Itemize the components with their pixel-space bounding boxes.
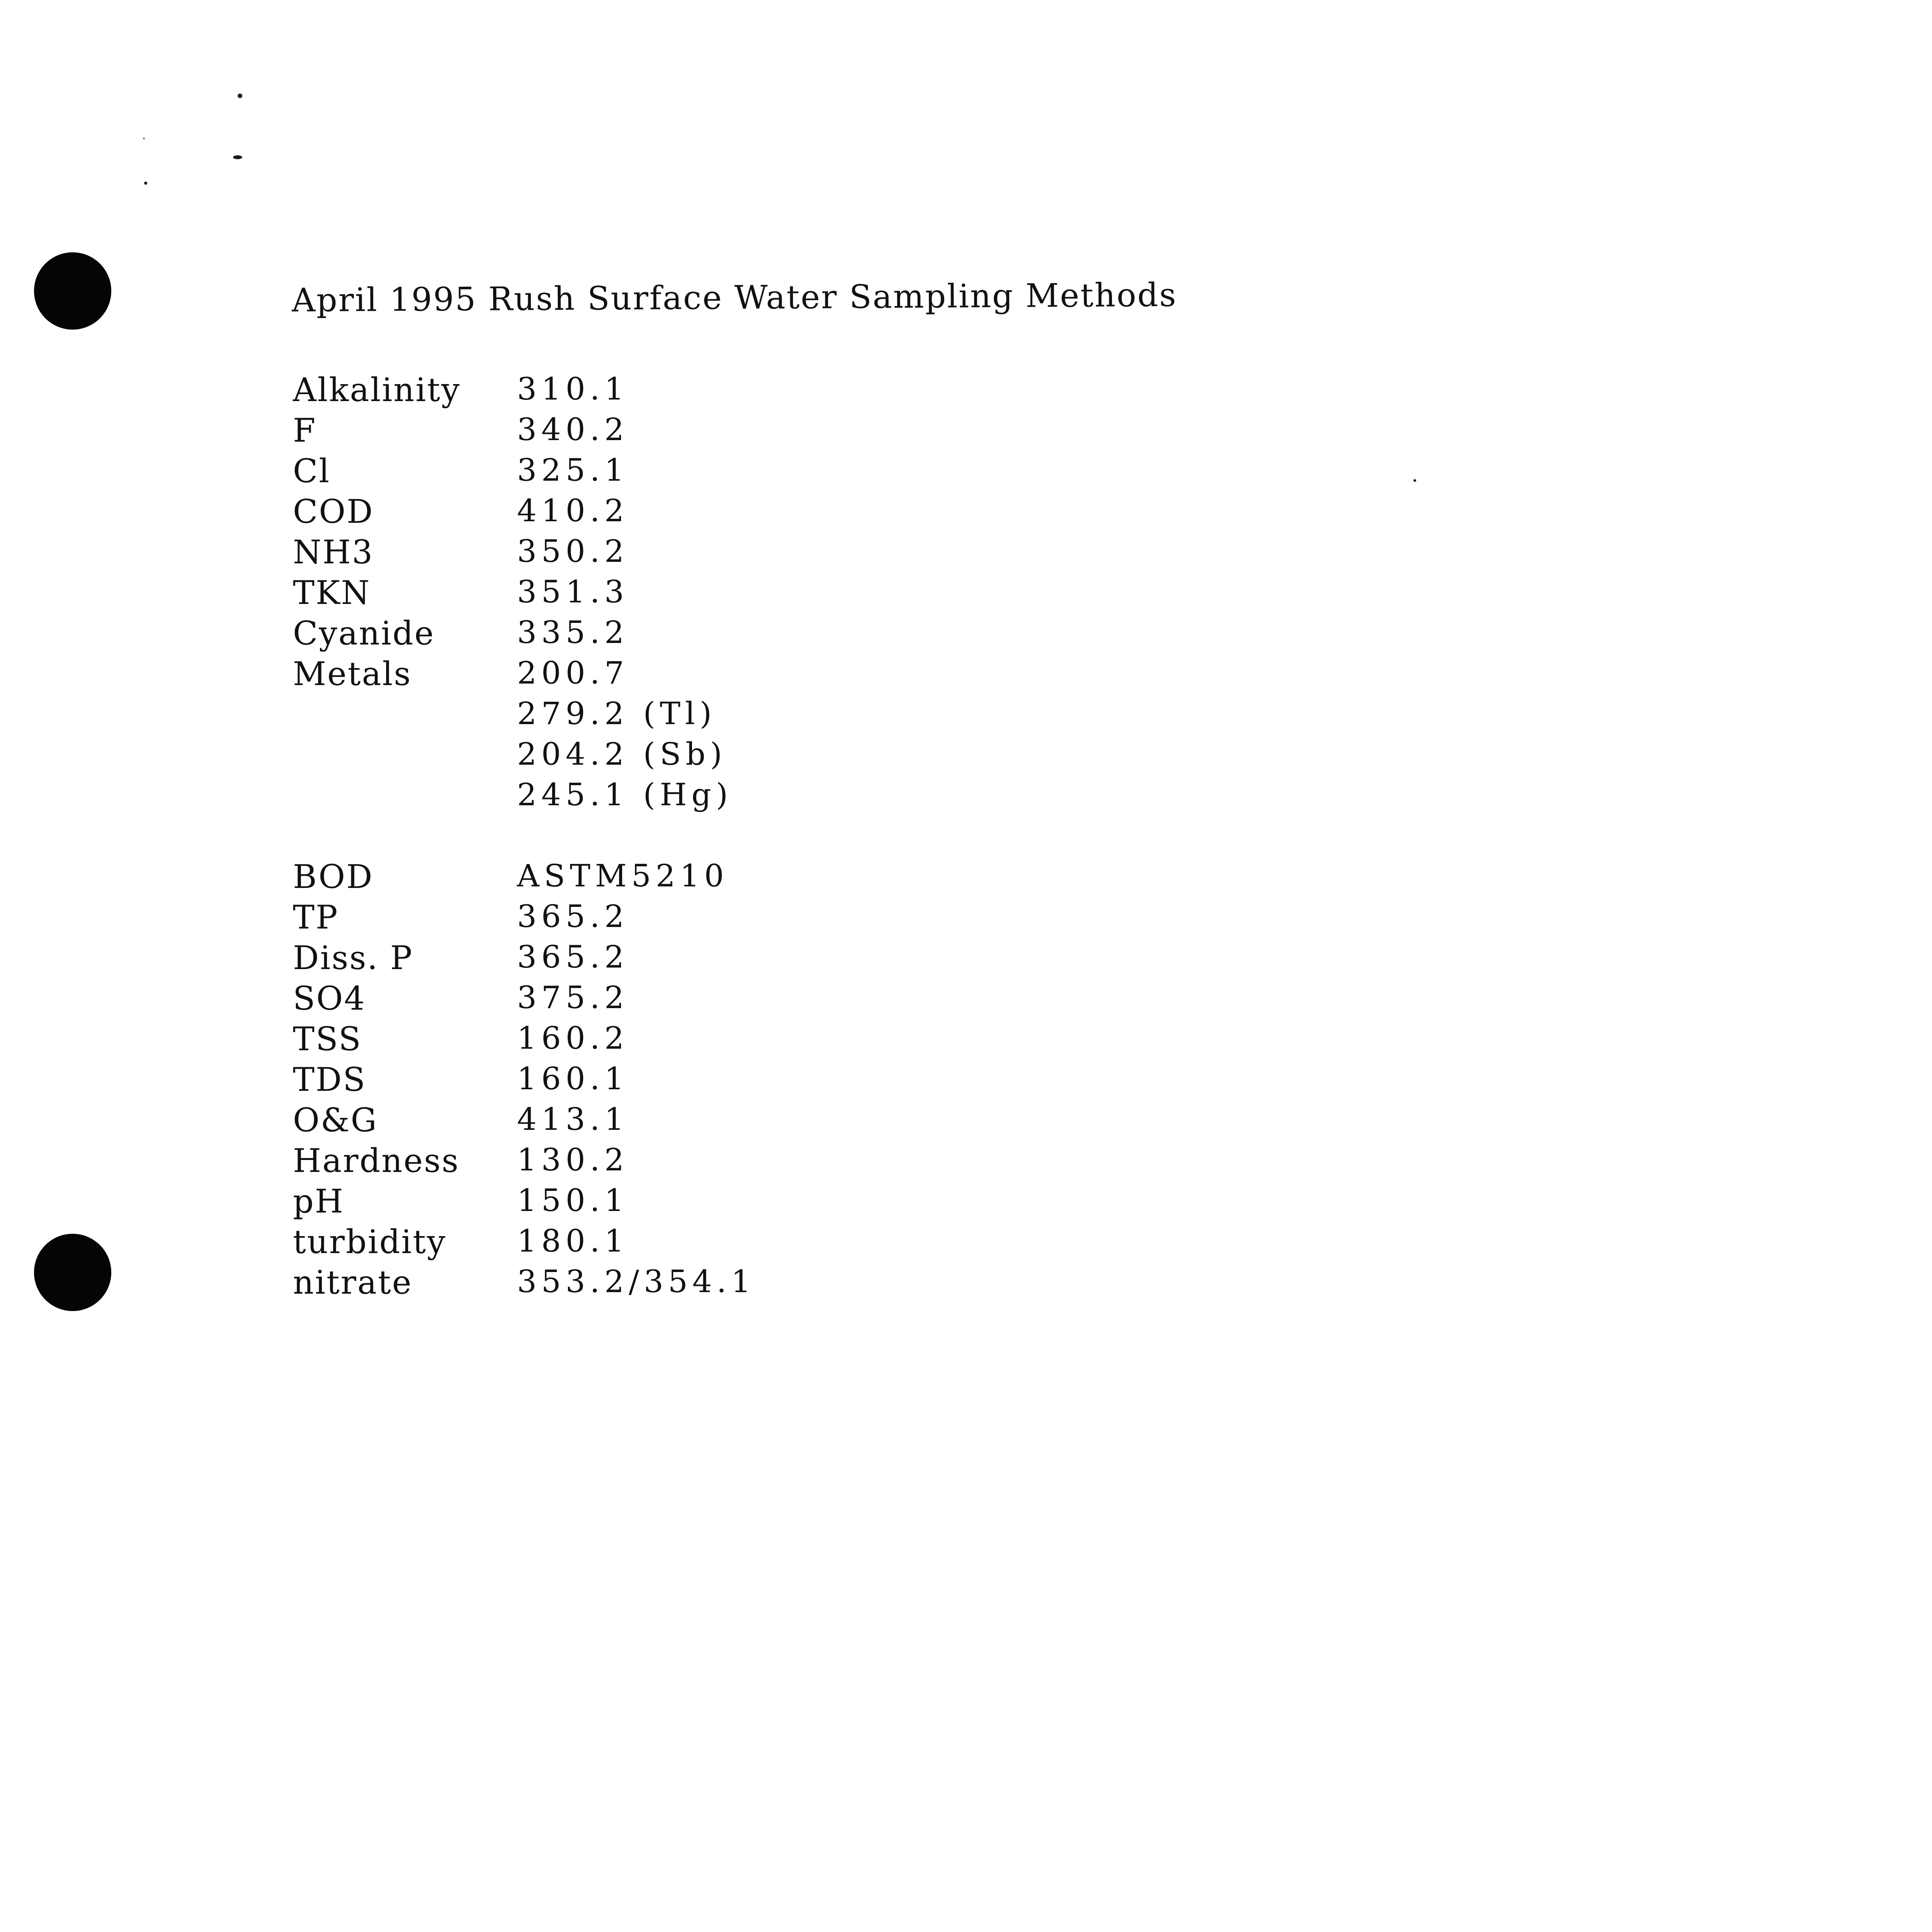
parameter-name: Metals (293, 655, 412, 693)
scan-speck (238, 94, 242, 98)
method-number: 160.1 (517, 1061, 629, 1097)
method-number: 351.3 (517, 574, 629, 610)
method-number: 160.2 (517, 1020, 629, 1056)
punch-hole (34, 252, 111, 330)
parameter-name: BOD (293, 858, 374, 896)
scan-speck (144, 182, 147, 185)
parameter-name: pH (293, 1182, 345, 1220)
parameter-name: TKN (293, 574, 371, 612)
method-number: 410.2 (517, 493, 629, 529)
method-number: 180.1 (517, 1223, 629, 1259)
method-number: 325.1 (517, 452, 629, 488)
parameter-name: Cyanide (293, 614, 435, 652)
parameter-name: Alkalinity (293, 371, 461, 409)
method-number: 130.2 (517, 1142, 629, 1178)
parameter-name: nitrate (293, 1264, 413, 1301)
method-number: 413.1 (517, 1101, 629, 1137)
parameter-name: SO4 (293, 980, 366, 1017)
method-number: ASTM5210 (517, 858, 729, 894)
method-number: 150.1 (517, 1182, 629, 1218)
parameter-name: Cl (293, 452, 331, 490)
parameter-name: Hardness (293, 1142, 460, 1180)
parameter-name: F (293, 412, 317, 449)
parameter-name: O&G (293, 1101, 378, 1139)
parameter-name: turbidity (293, 1223, 447, 1261)
scan-speck (1413, 479, 1416, 482)
parameter-name: Diss. P (293, 939, 413, 977)
method-number: 200.7 (517, 655, 629, 691)
method-number: 375.2 (517, 980, 629, 1015)
parameter-name: NH3 (293, 533, 374, 571)
method-number: 279.2 (Tl) (517, 696, 716, 731)
parameter-name: TDS (293, 1061, 366, 1099)
method-number: 310.1 (517, 371, 629, 407)
method-number: 340.2 (517, 412, 629, 447)
method-number: 335.2 (517, 614, 629, 650)
method-number: 365.2 (517, 939, 629, 975)
method-number: 365.2 (517, 898, 629, 934)
parameter-name: COD (293, 493, 374, 531)
method-number: 353.2/354.1 (517, 1264, 755, 1299)
scan-speck (143, 138, 145, 139)
punch-hole (34, 1234, 111, 1311)
parameter-name: TSS (293, 1020, 362, 1058)
method-number: 245.1 (Hg) (517, 777, 733, 813)
document-title: April 1995 Rush Surface Water Sampling Methods (292, 276, 1177, 319)
parameter-name: TP (293, 898, 339, 936)
method-number: 204.2 (Sb) (517, 736, 727, 772)
method-number: 350.2 (517, 533, 629, 569)
scan-speck (233, 155, 242, 159)
